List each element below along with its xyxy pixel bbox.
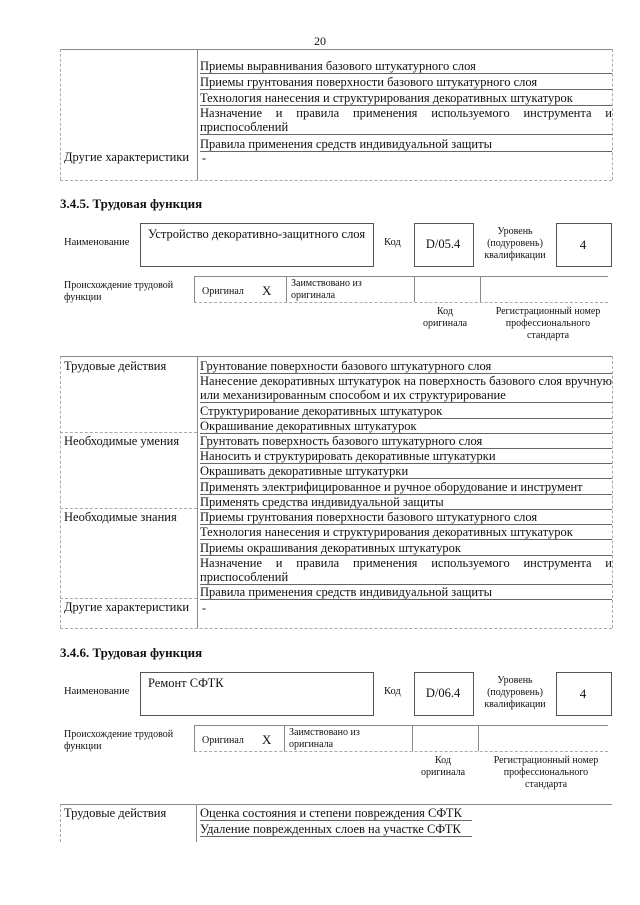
table-row: Приемы выравнивания базового штукатурного слоя bbox=[200, 59, 612, 74]
table-row: Технология нанесения и структурирования декоративных штукатурок bbox=[200, 525, 612, 540]
origin-label: Происхождение трудовой функции bbox=[64, 280, 174, 303]
borrowed-label: Заимствовано из оригинала bbox=[289, 727, 360, 750]
table-row: Оценка состояния и степени повреждения СФТК bbox=[200, 806, 472, 821]
table-row: Приемы грунтования поверхности базового штукатурного слоя bbox=[200, 510, 612, 525]
table-row: Грунтование поверхности базового штукатурного слоя bbox=[200, 359, 612, 374]
level-value: 4 bbox=[579, 686, 587, 701]
table-row: Назначение и правила применения используемого инструмента и приспособлений bbox=[200, 556, 612, 584]
knowledge-label: Необходимые знания bbox=[64, 510, 177, 524]
other-characteristics-value: - bbox=[202, 601, 207, 615]
function-code: D/05.4 bbox=[425, 237, 461, 251]
page-number: 20 bbox=[314, 34, 326, 48]
code-original-label: Код оригинала bbox=[422, 306, 468, 329]
table-row: Применять электрифицированное и ручное оборудование и инструмент bbox=[200, 480, 612, 495]
table-row: Применять средства индивидуальной защиты bbox=[200, 495, 612, 510]
skills-label: Необходимые умения bbox=[64, 434, 180, 448]
table-row: Окрашивать декоративные штукатурки bbox=[200, 464, 612, 479]
level-label: Уровень (подуровень) квалификации bbox=[484, 226, 546, 261]
code-label: Код bbox=[384, 237, 401, 248]
section-heading-346: 3.4.6. Трудовая функция bbox=[60, 645, 203, 660]
table-row: Технология нанесения и структурирования декоративных штукатурок bbox=[200, 91, 612, 106]
original-label: Оригинал bbox=[202, 735, 244, 746]
reg-number-label: Регистрационный номер профессионального стандарта bbox=[495, 306, 601, 341]
level-label: Уровень (подуровень) квалификации bbox=[484, 675, 546, 710]
table-row: Нанесение декоративных штукатурок на поверхность базового слоя вручную или механизированным способом и их структурирование bbox=[200, 374, 612, 402]
table-row: Правила применения средств индивидуальной защиты bbox=[200, 585, 612, 600]
original-label: Оригинал bbox=[202, 286, 244, 297]
other-characteristics-value: - bbox=[202, 151, 207, 165]
name-label: Наименование bbox=[64, 237, 130, 248]
function-name: Ремонт СФТК bbox=[148, 676, 224, 690]
actions-label: Трудовые действия bbox=[64, 359, 167, 373]
table-row: Приемы окрашивания декоративных штукатурок bbox=[200, 541, 612, 556]
table-row: Структурирование декоративных штукатурок bbox=[200, 404, 612, 419]
original-mark: X bbox=[262, 732, 272, 747]
code-original-label: Код оригинала bbox=[420, 755, 466, 778]
name-label: Наименование bbox=[64, 686, 130, 697]
table-row: Удаление поврежденных слоев на участке СФТК bbox=[200, 822, 472, 837]
table-row: Грунтовать поверхность базового штукатурного слоя bbox=[200, 434, 612, 449]
level-value: 4 bbox=[579, 237, 587, 252]
other-characteristics-label: Другие характеристики bbox=[64, 600, 190, 614]
borrowed-label: Заимствовано из оригинала bbox=[291, 278, 362, 301]
origin-label: Происхождение трудовой функции bbox=[64, 729, 174, 752]
table-row: Назначение и правила применения используемого инструмента и приспособлений bbox=[200, 106, 612, 134]
table-row: Наносить и структурировать декоративные штукатурки bbox=[200, 449, 612, 464]
table-row: Приемы грунтования поверхности базового штукатурного слоя bbox=[200, 75, 612, 90]
reg-number-label: Регистрационный номер профессионального стандарта bbox=[493, 755, 599, 790]
code-label: Код bbox=[384, 686, 401, 697]
original-mark: X bbox=[262, 283, 272, 298]
function-code: D/06.4 bbox=[425, 686, 461, 700]
table-row: Окрашивание декоративных штукатурок bbox=[200, 419, 612, 434]
section-heading-345: 3.4.5. Трудовая функция bbox=[60, 196, 203, 211]
actions-label: Трудовые действия bbox=[64, 806, 167, 820]
function-name: Устройство декоративно-защитного слоя bbox=[148, 227, 366, 241]
other-characteristics-label: Другие характеристики bbox=[64, 150, 190, 164]
table-row: Правила применения средств индивидуальной защиты bbox=[200, 137, 612, 152]
